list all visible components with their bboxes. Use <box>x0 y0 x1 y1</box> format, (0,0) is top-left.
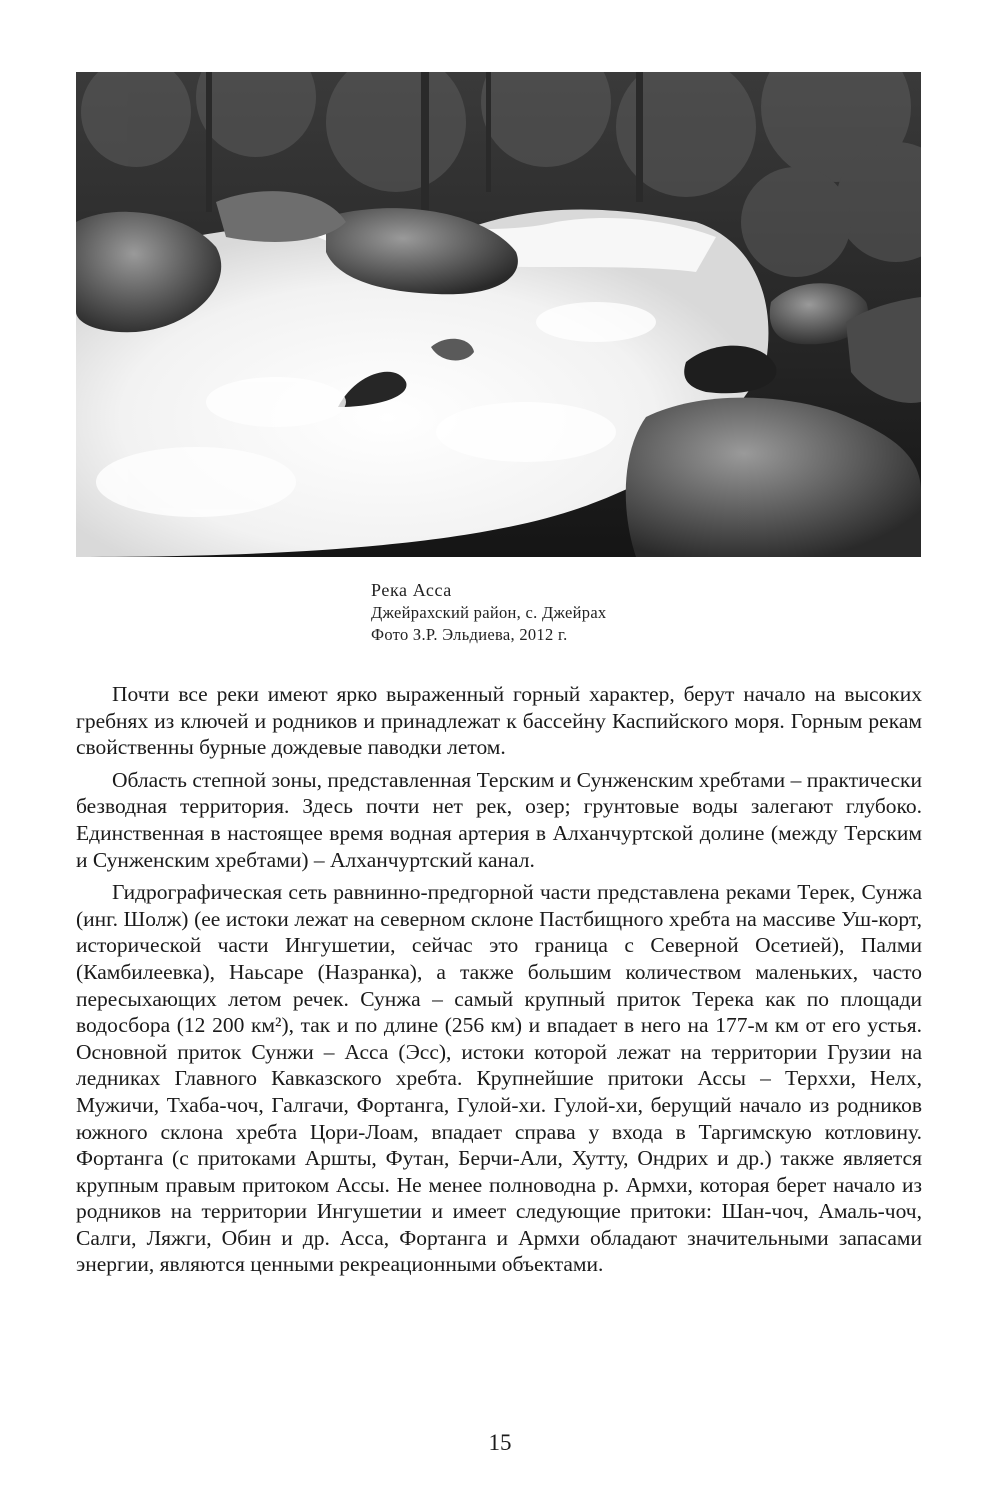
page-number: 15 <box>488 1430 512 1455</box>
river-photo-illustration <box>76 72 921 557</box>
paragraph: Гидрографическая сеть равнинно-предгорной части представлена реками Терек, Сунжа (инг. Шолж) (ее истоки лежат на северном склоне Пастбищного хребта на массиве Уш-корт, исторической части Ингушетии, сейчас это граница с Северной Осетией), Палми (Камбилеевка), Наьсаре (Назранка), а также большим количеством маленьких, часто пересыхающих летом речек. Сунжа – самый крупный приток Терека как по площади водосбора (12 200 км²), так и по длине (256 км) и впадает в него на 177-м км от его устья. Основной приток Сунжи – Асса (Эсс), истоки которой лежат на территории Грузии на ледниках Главного Кавказского хребта. Крупнейшие притоки Ассы – Терххи, Нелх, Мужичи, Тхаба-чоч, Галгачи, Фортанга, Гулой-хи. Гулой-хи, берущий начало из родников южного склона хребта Цори-Лоам, впадает справа у входа в Таргимскую котловину. Фортанга (с притоками Аршты, Футан, Берчи-Али, Хутту, Ондрих и др.) также является крупным правым притоком Ассы. Не менее полноводна р. Армхи, которая берет начало из родников на территории Ингушетии и имеет следующие притоки: Шан-чоч, Амаль-чоч, Салги, Ляжги, Обин и др. Асса, Фортанга и Армхи обладают значительными запасами энергии, являются ценными рекреационными объектами. <box>76 880 922 1277</box>
paragraph: Почти все реки имеют ярко выраженный горный характер, берут начало на высоких гребнях из ключей и родников и принадлежат к бассейну Каспийского моря. Горным рекам свойственны бурные дождевые паводки летом. <box>76 682 922 760</box>
photo-caption <box>371 578 791 646</box>
caption-title: Река Асса <box>371 580 452 600</box>
paragraph: Область степной зоны, представленная Терским и Сунженским хребтами – практически безводная территория. Здесь почти нет рек, озер; грунтовые воды залегают глубоко. Единственная в настоящее время водная артерия в Алханчуртской долине (между Терским и Сунженским хребтами) – Алханчуртский канал. <box>76 767 922 872</box>
body-text <box>76 681 922 1284</box>
river-photo <box>76 72 921 557</box>
caption-credit: Фото З.Р. Эльдиева, 2012 г. <box>371 625 568 644</box>
caption-location: Джейрахский район, с. Джейрах <box>371 603 607 622</box>
